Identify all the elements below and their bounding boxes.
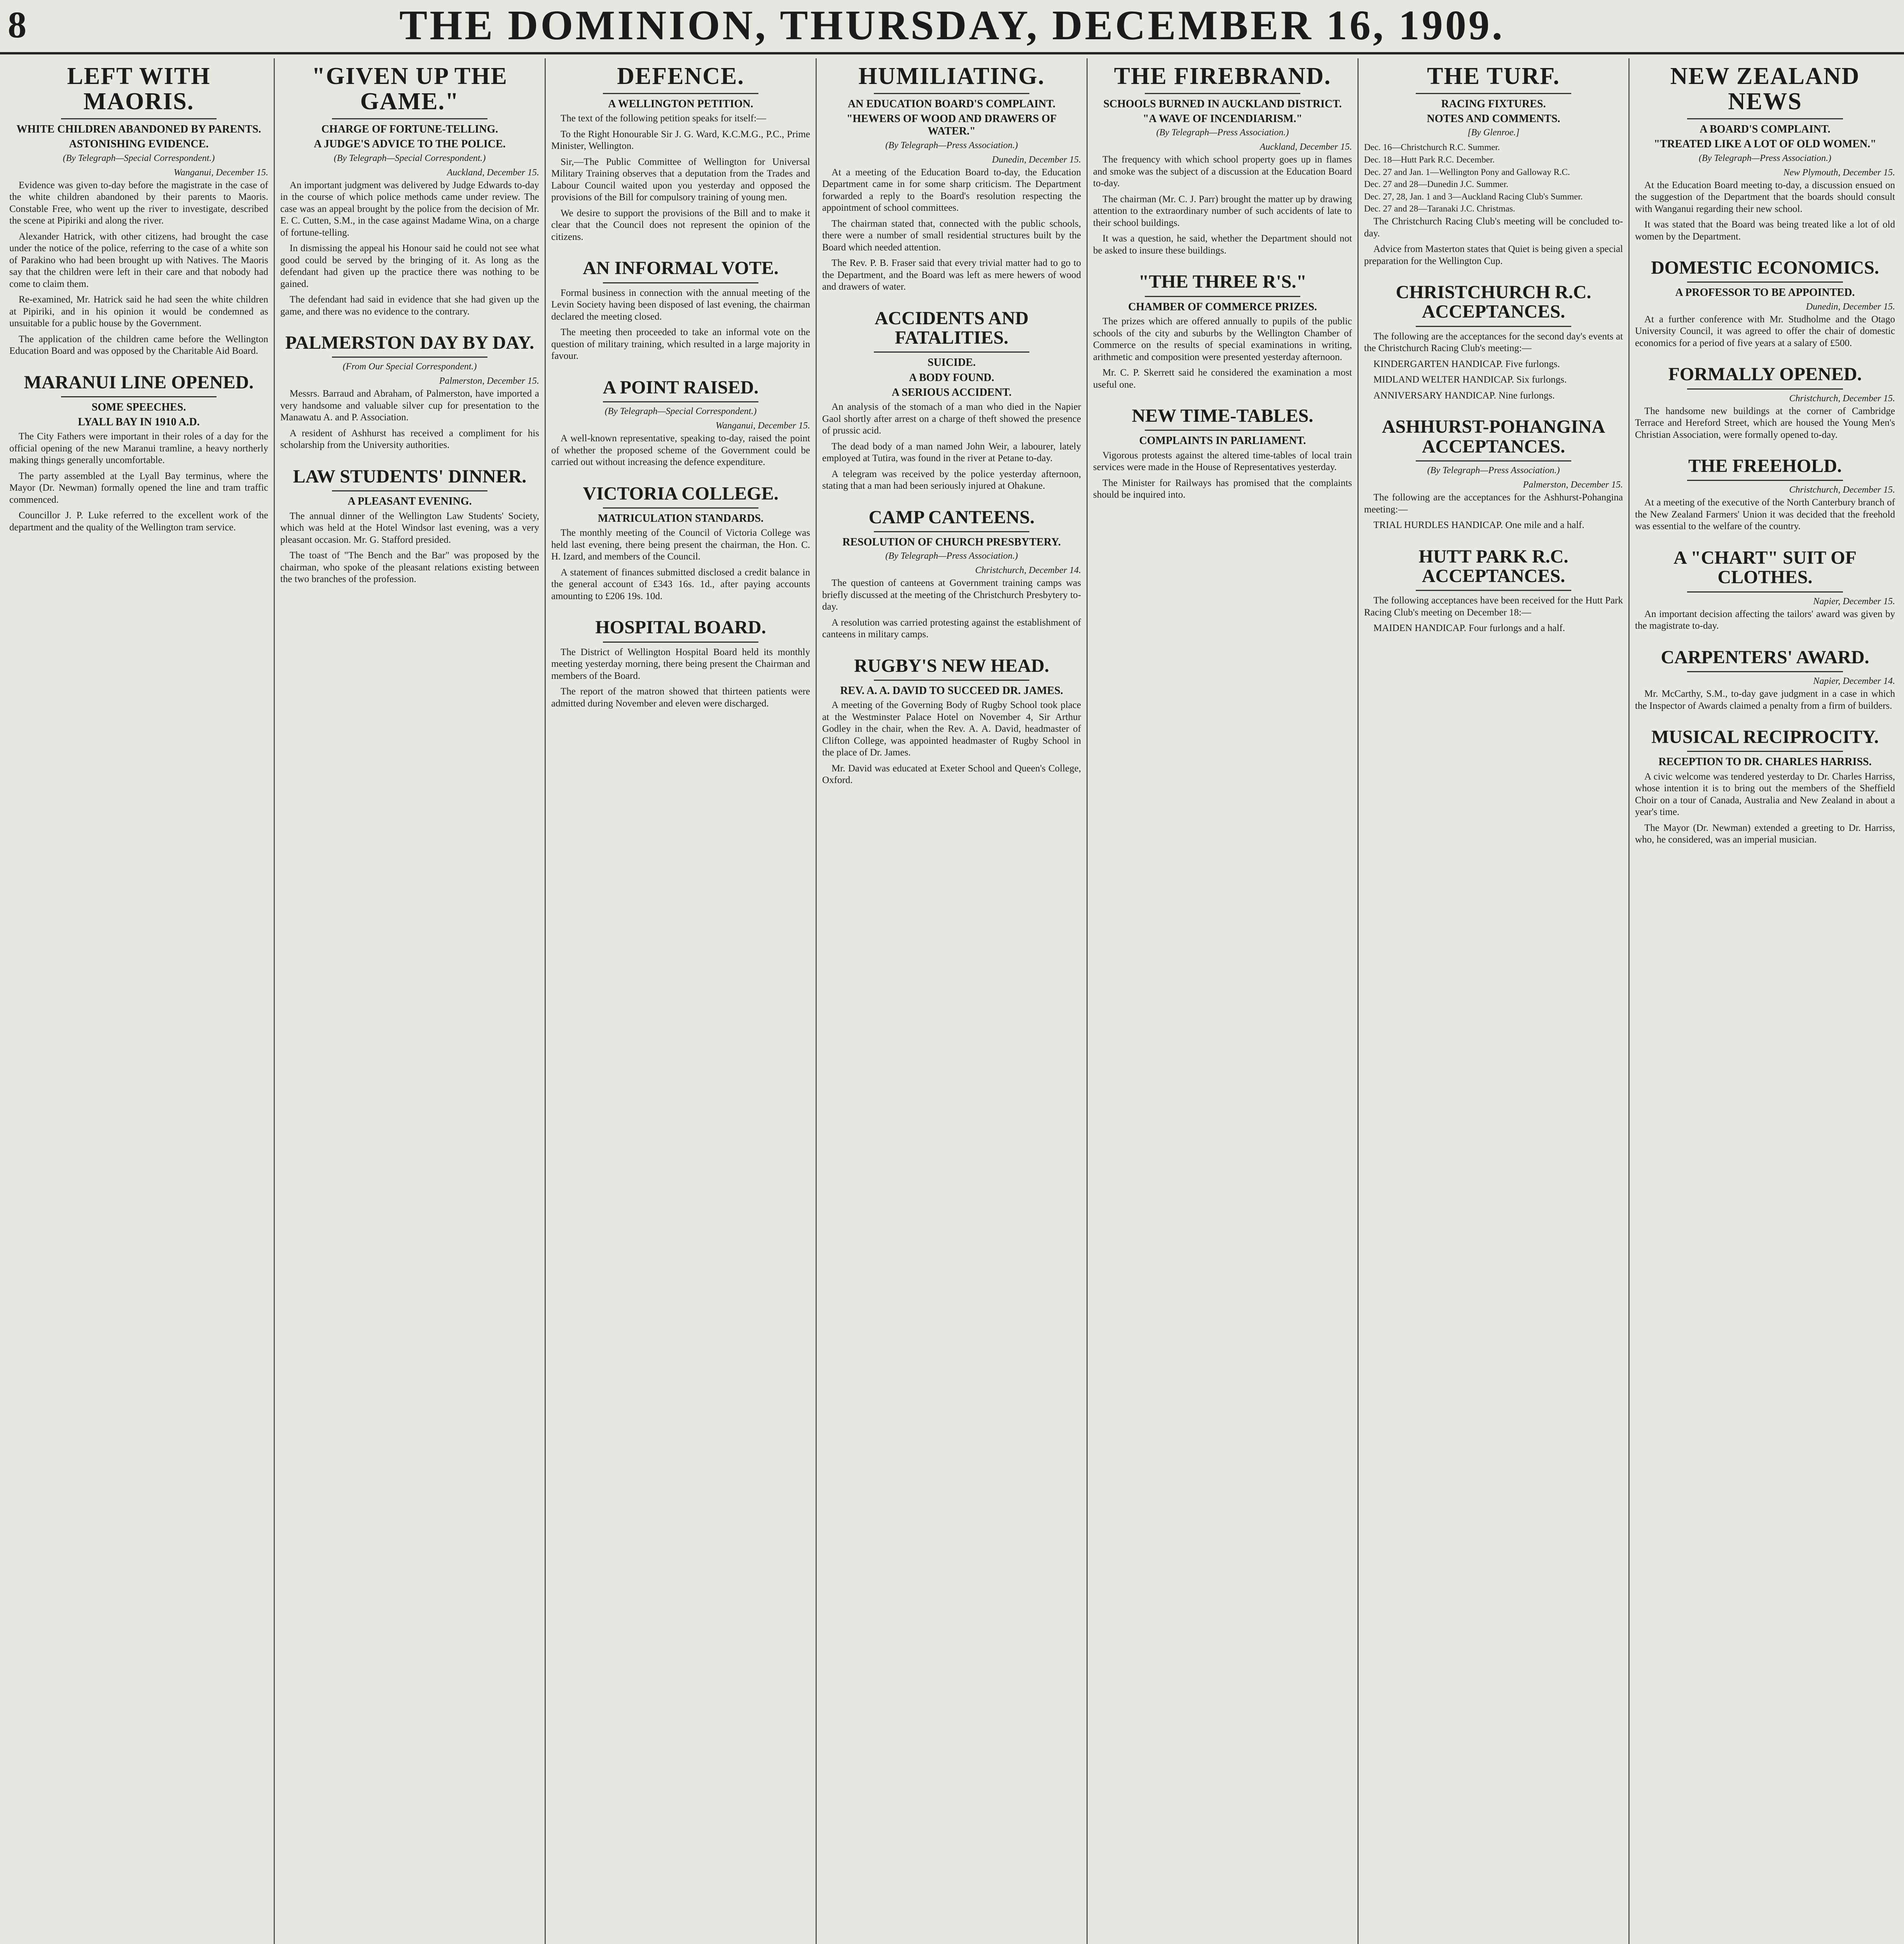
article [1093,406,1352,501]
divider [603,93,758,94]
dateline: Christchurch, December 15. [1789,393,1895,404]
article [551,378,810,469]
article [822,309,1081,492]
source-credit: (By Telegraph—Special Correspondent.) [63,153,215,163]
dateline: Auckland, December 15. [447,167,539,178]
article [1635,64,1895,243]
article-body [822,401,1081,492]
subhead: A WELLINGTON PETITION. [608,98,753,110]
subhead: NOTES AND COMMENTS. [1427,113,1560,125]
article-body [1635,314,1895,350]
subhead: CHARGE OF FORTUNE-TELLING. [321,123,498,136]
headline: CAMP CANTEENS. [868,507,1035,528]
fixture-line: Dec. 16—Christchurch R.C. Summer. [1364,142,1500,152]
article [1635,258,1895,349]
paragraph: The monthly meeting of the Council of Victoria College was held last evening, there being present the chairman, the Hon. C. H. Izard, and members of the Council. [551,528,810,562]
subhead: ASTONISHING EVIDENCE. [69,138,209,150]
divider [874,351,1029,353]
headline: A "CHART" SUIT OF CLOTHES. [1673,547,1857,588]
headline: MUSICAL RECIPROCITY. [1651,727,1879,748]
columns-container [4,58,1900,1944]
subhead: A PROFESSOR TO BE APPOINTED. [1675,287,1855,299]
article-body [280,180,539,318]
paragraph: Councillor J. P. Luke referred to the excellent work of the department and the quality of the Wellington tram service. [9,510,268,533]
article [1093,64,1352,257]
divider [603,282,758,283]
article-body [551,527,810,602]
fixture-line: Dec. 27 and 28—Taranaki J.C. Christmas. [1364,204,1515,214]
source-credit: [By Glenroe.] [1467,128,1520,138]
paragraph: The Mayor (Dr. Newman) extended a greeting to Dr. Harriss, who, he considered, was an imperial musician. [1635,822,1895,845]
divider [332,490,487,491]
headline: THE TURF. [1427,63,1560,89]
paragraph: A resolution was carried protesting against the establishment of canteens in military camps. [822,617,1081,640]
divider [61,396,217,397]
paragraph: A statement of finances submitted disclosed a credit balance in the general account of £343 16s. 1d., after paying accounts amounting to £206 19s. 10d. [551,567,810,601]
column-5 [1088,58,1359,1944]
paragraph: Formal business in connection with the annual meeting of the Levin Society having been disposed of last evening, the chairman declared the meeting closed. [551,287,810,322]
paragraph: Mr. C. P. Skerrett said he considered the examination a most useful one. [1093,367,1352,390]
article [280,467,539,586]
subhead: RECEPTION TO DR. CHARLES HARRISS. [1658,756,1872,768]
subhead: A PLEASANT EVENING. [348,495,472,508]
column-1 [4,58,275,1944]
dateline: Christchurch, December 14. [975,565,1081,576]
source-credit: (By Telegraph—Special Correspondent.) [334,153,486,163]
paragraph: Advice from Masterton states that Quiet is being given a special preparation for the Wellington Cup. [1364,244,1623,266]
paragraph: The application of the children came before the Wellington Education Board and was opposed by the Charitable Aid Board. [9,334,268,357]
dateline: Palmerston, December 15. [1523,480,1623,490]
fixture-line: Dec. 27 and 28—Dunedin J.C. Summer. [1364,179,1509,189]
article-body [1093,154,1352,257]
article [280,64,539,318]
column-2 [275,58,546,1944]
article-body [1635,497,1895,533]
article [1635,548,1895,632]
article [1093,272,1352,391]
divider [1416,460,1571,462]
paragraph: The meeting then proceeded to take an informal vote on the question of military training, which resulted in a large majority in favour. [551,327,810,362]
subhead: A SERIOUS ACCIDENT. [891,386,1012,399]
paragraph: It was a question, he said, whether the Department should not be asked to insure these buildings. [1093,233,1352,256]
dateline: Wanganui, December 15. [173,167,268,178]
divider [1416,590,1571,591]
paragraph: A civic welcome was tendered yesterday to Dr. Charles Harriss, whose intention it is to bring out the members of the Sheffield Choir on a tour of Canada, Australia and New Zealand in about a year's time. [1635,771,1895,818]
headline: THE FIREBRAND. [1114,63,1331,89]
paragraph: A telegram was received by the police yesterday afternoon, stating that a man had been seriously injured at Ohakune. [822,469,1081,491]
paragraph: The dead body of a man named John Weir, a labourer, lately employed at Tutira, was found in the river at Petane to-day. [822,441,1081,463]
divider [1145,93,1300,94]
paragraph: Sir,—The Public Committee of Wellington for Universal Military Training observes that a deputation from the Trades and Labour Council waited upon you yesterday and opposed the provisions of the Bill for compulsory training of young men. [551,156,810,203]
article [551,64,810,243]
paragraph: A resident of Ashhurst has received a compliment for his scholarship from the University authorities. [280,428,539,451]
paragraph: An important judgment was delivered by Judge Edwards to-day in the course of which police methods came under review. The case was an appeal brought by the police from the decision of Mr. E. C. Cutten, S.M., in the case against Madame Wina, on a charge of fortune-telling. [280,180,539,238]
column-3 [546,58,817,1944]
source-credit: (By Telegraph—Press Association.) [885,140,1018,150]
subhead: A BOARD'S COMPLAINT. [1700,123,1831,136]
paragraph: The handsome new buildings at the corner of Cambridge Terrace and Hereford Street, which are housed the Young Men's Christian Association, were formally opened to-day. [1635,406,1895,440]
headline: THE FREEHOLD. [1688,456,1842,477]
paragraph: The frequency with which school property goes up in flames and smoke was the subject of a discussion at the Education Board to-day. [1093,154,1352,189]
article-body [9,431,268,533]
dateline: Auckland, December 15. [1259,142,1352,152]
subhead: A JUDGE'S ADVICE TO THE POLICE. [314,138,506,150]
headline: FORMALLY OPENED. [1668,364,1862,385]
subhead: "HEWERS OF WOOD AND DRAWERS OF WATER." [846,113,1057,138]
divider [874,93,1029,94]
article [551,259,810,362]
dateline: Palmerston, December 15. [439,376,539,386]
divider [603,401,758,402]
divider [874,531,1029,532]
article [1635,648,1895,712]
dateline: Dunedin, December 15. [992,154,1081,165]
divider [332,118,487,119]
article-body [1364,595,1623,635]
page-header [0,0,1904,54]
divider [603,507,758,509]
source-credit: (From Our Special Correspondent.) [342,362,477,372]
paragraph: MAIDEN HANDICAP. Four furlongs and a half. [1373,623,1565,634]
divider [874,680,1029,681]
paragraph: Evidence was given to-day before the magistrate in the case of the white children abandoned by their parents to Maoris. Constable Free, who went up the river to investigate, described the scene at Pipiriki and along the river. [9,180,268,226]
article [1635,727,1895,846]
divider [1687,751,1843,752]
paragraph: At a meeting of the executive of the North Canterbury branch of the New Zealand Farmers' Union it was decided that the freehold was essential to the welfare of the country. [1635,497,1895,532]
paragraph: Alexander Hatrick, with other citizens, had brought the case under the notice of the police, referring to the case of a white son of Parakino who had been brought up with Natives. The Maoris say that the children were left in their care and that nobody had come to claim them. [9,231,268,289]
paragraph: At a meeting of the Education Board to-day, the Education Department came in for some sharp criticism. The Department forwarded a reply to the Board's resolution respecting the appointment of school committees. [822,167,1081,213]
divider [1145,430,1300,431]
article-body [1093,316,1352,391]
divider [1687,671,1843,672]
paragraph: It was stated that the Board was being treated like a lot of old women by the Department. [1635,219,1895,242]
paragraph: At a further conference with Mr. Studholme and the Otago University Council, it was agreed to offer the chair of domestic economics for a period of five years at a salary of £500. [1635,314,1895,348]
divider [1145,296,1300,297]
paragraph: We desire to support the provisions of the Bill and to make it clear that the Council does not represent the opinion of the citizens. [551,208,810,242]
divider [603,642,758,643]
masthead: THE DOMINION, THURSDAY, DECEMBER 16, 1909. [399,2,1505,49]
subhead: CHAMBER OF COMMERCE PRIZES. [1128,301,1317,313]
paragraph: The report of the matron showed that thirteen patients were admitted during November and eleven were discharged. [551,686,810,709]
paragraph: The following acceptances have been received for the Hutt Park Racing Club's meeting on December 18:— [1364,595,1623,618]
dateline: Christchurch, December 15. [1789,485,1895,495]
divider [1687,480,1843,481]
subhead: RESOLUTION OF CHURCH PRESBYTERY. [842,536,1061,548]
fixture-line: Dec. 27 and Jan. 1—Wellington Pony and Galloway R.C. [1364,167,1570,177]
article-body [551,113,810,243]
article-body [1635,406,1895,441]
article [9,373,268,534]
column-4 [817,58,1088,1944]
divider [1416,93,1571,94]
headline: "GIVEN UP THE GAME." [312,63,508,115]
article-body [822,167,1081,293]
headline: ASHHURST-POHANGINA ACCEPTANCES. [1382,416,1605,457]
headline: DEFENCE. [617,63,744,89]
article [822,656,1081,787]
divider [1687,591,1843,593]
paragraph: The District of Wellington Hospital Board held its monthly meeting yesterday morning, there being present the Chairman and members of the Board. [551,647,810,681]
paragraph: The defendant had said in evidence that she had given up the game, and there was no evidence to the contrary. [280,294,539,317]
paragraph: A meeting of the Governing Body of Rugby School took place at the Westminster Palace Hotel on November 4, Sir Arthur Godley in the chair, when the Rev. A. A. David, headmaster of Clifton College, was appointed headmaster of Rugby School in the place of Dr. James. [822,700,1081,758]
paragraph: MIDLAND WELTER HANDICAP. Six furlongs. [1373,374,1567,385]
article-body [822,699,1081,787]
headline: LAW STUDENTS' DINNER. [293,466,527,487]
paragraph: KINDERGARTEN HANDICAP. Five furlongs. [1373,358,1560,369]
article [551,484,810,603]
dateline: Napier, December 14. [1813,676,1895,687]
subhead: "A WAVE OF INCENDIARISM." [1142,113,1303,125]
headline: LEFT WITH MAORIS. [67,63,211,115]
article-body [551,433,810,469]
source-credit: (By Telegraph—Press Association.) [1427,465,1560,476]
paragraph: The party assembled at the Lyall Bay terminus, where the Mayor (Dr. Newman) formally opened the line and tram traffic commenced. [9,470,268,505]
paragraph: Mr. McCarthy, S.M., to-day gave judgment in a case in which the Inspector of Awards claimed a penalty from a firm of builders. [1635,689,1895,711]
paragraph: The prizes which are offered annually to pupils of the public schools of the city and suburbs by the Wellington Chamber of Commerce on the results of special examinations in writing, arithmetic and composition were presented yesterday afternoon. [1093,316,1352,362]
paragraph: The Rev. P. B. Fraser said that every trivial matter had to go to the Department, and the Board was left as mere hewers of wood and drawers of water. [822,258,1081,292]
article [822,508,1081,641]
page-number: 8 [8,4,26,45]
subhead: AN EDUCATION BOARD'S COMPLAINT. [847,98,1056,110]
article-body [280,510,539,586]
source-credit: (By Telegraph—Press Association.) [1156,128,1289,138]
source-credit: (By Telegraph—Special Correspondent.) [604,406,757,417]
divider [1687,388,1843,390]
article-body [551,287,810,362]
paragraph: The chairman stated that, connected with the public schools, there were a number of small residential structures built by the Board which needed attention. [822,218,1081,253]
subhead: RACING FIXTURES. [1441,98,1546,110]
paragraph: The text of the following petition speaks for itself:— [561,113,767,124]
article-body [551,647,810,710]
subhead: COMPLAINTS IN PARLIAMENT. [1139,435,1306,447]
paragraph: The Christchurch Racing Club's meeting will be concluded to-day. [1364,216,1623,239]
divider [332,357,487,358]
article-body [1635,180,1895,243]
article [1364,283,1623,402]
headline: MARANUI LINE OPENED. [24,372,254,393]
article-body [1364,331,1623,402]
article [1364,547,1623,635]
paragraph: ANNIVERSARY HANDICAP. Nine furlongs. [1373,390,1555,401]
article [1635,365,1895,441]
headline: RUGBY'S NEW HEAD. [854,655,1049,676]
headline: "THE THREE R'S." [1138,271,1307,292]
dateline: Napier, December 15. [1813,596,1895,607]
subhead: REV. A. A. DAVID TO SUCCEED DR. JAMES. [840,684,1063,697]
paragraph: The toast of "The Bench and the Bar" was proposed by the chairman, who spoke of the pleasant relations existing between the two branches of the profession. [280,550,539,585]
headline: NEW TIME-TABLES. [1132,406,1314,427]
paragraph: Vigorous protests against the altered time-tables of local train services were made in the House of Representatives yesterday. [1093,450,1352,473]
paragraph: A well-known representative, speaking to-day, raised the point of whether the proposed scheme of the Government could be carried out without increasing the defence expenditure. [551,433,810,468]
column-6 [1359,58,1630,1944]
headline: DOMESTIC ECONOMICS. [1651,257,1879,278]
dateline: New Plymouth, December 15. [1783,167,1895,178]
divider [1416,326,1571,327]
subhead: SCHOOLS BURNED IN AUCKLAND DISTRICT. [1103,98,1342,110]
divider [1687,281,1843,283]
article [280,333,539,451]
paragraph: The following are the acceptances for the Ashhurst-Pohangina meeting:— [1364,492,1623,515]
article-body [280,388,539,451]
headline: HUTT PARK R.C. ACCEPTANCES. [1418,546,1569,586]
subhead: LYALL BAY IN 1910 A.D. [78,416,200,428]
headline: ACCIDENTS AND FATALITIES. [874,308,1029,348]
article-body [1635,688,1895,712]
paragraph: The question of canteens at Government training camps was briefly discussed at the meeting of the Christchurch Presbytery to-day. [822,578,1081,612]
paragraph: An analysis of the stomach of a man who died in the Napier Gaol shortly after arrest on a charge of theft showed the presence of prussic acid. [822,402,1081,436]
source-credit: (By Telegraph—Press Association.) [1698,153,1832,163]
dateline: Dunedin, December 15. [1806,301,1895,312]
divider [1687,118,1843,119]
headline: NEW ZEALAND NEWS [1670,63,1860,115]
article-body [1093,450,1352,501]
paragraph: The chairman (Mr. C. J. Parr) brought the matter up by drawing attention to the extraordinary number of such accidents of late to their school buildings. [1093,194,1352,228]
paragraph: An important decision affecting the tailors' award was given by the magistrate to-day. [1635,608,1895,631]
paragraph: The annual dinner of the Wellington Law Students' Society, which was held at the Hotel Windsor last evening, was a very pleasant occasion. Mr. G. Stafford presided. [280,510,539,545]
paragraph: The following are the acceptances for the second day's events at the Christchurch Racing Club's meeting:— [1364,331,1623,354]
column-7 [1630,58,1901,1944]
headline: CARPENTERS' AWARD. [1661,647,1869,668]
article-body [1364,492,1623,531]
subhead: "TREATED LIKE A LOT OF OLD WOMEN." [1654,138,1876,150]
article-body [1635,771,1895,846]
paragraph: The City Fathers were important in their roles of a day for the official opening of the new Maranui tramline, a heavy northerly making things generally uncomfortable. [9,431,268,466]
subhead: MATRICULATION STANDARDS. [597,512,764,524]
headline: CHRISTCHURCH R.C. ACCEPTANCES. [1396,282,1591,322]
fixture-line: Dec. 18—Hutt Park R.C. December. [1364,155,1495,165]
article [822,64,1081,293]
fixture-line: Dec. 27, 28, Jan. 1 and 3—Auckland Racing Club's Summer. [1364,191,1583,201]
article [1364,417,1623,531]
headline: HUMILIATING. [858,63,1045,89]
article [1364,64,1623,267]
article-body [822,577,1081,641]
paragraph: In dismissing the appeal his Honour said he could not see what good could be served by the bringing of it. As long as the defendant had given up the practice there was nothing to be gained. [280,243,539,289]
source-credit: (By Telegraph—Press Association.) [885,551,1018,561]
paragraph: The Minister for Railways has promised that the complaints should be inquired into. [1093,477,1352,500]
dateline: Wanganui, December 15. [715,421,810,431]
article-body [1635,608,1895,632]
headline: PALMERSTON DAY BY DAY. [285,332,535,353]
headline: HOSPITAL BOARD. [595,617,766,638]
subhead: WHITE CHILDREN ABANDONED BY PARENTS. [16,123,261,136]
subhead: A BODY FOUND. [909,371,994,384]
article [1635,456,1895,533]
article [551,618,810,710]
headline: A POINT RAISED. [603,377,759,398]
divider [61,118,217,119]
headline: VICTORIA COLLEGE. [583,483,779,504]
article-body [1364,216,1623,267]
subhead: SUICIDE. [928,357,976,369]
paragraph: Messrs. Barraud and Abraham, of Palmerston, have imported a very handsome and valuable silver cup for presentation to the Manawatu A. and P. Association. [280,388,539,423]
paragraph: Re-examined, Mr. Hatrick said he had seen the white children at Pipiriki, and in his opinion it would be condemned as unsuitable for a public house by the Government. [9,294,268,329]
subhead: SOME SPEECHES. [91,401,186,413]
paragraph: To the Right Honourable Sir J. G. Ward, K.C.M.G., P.C., Prime Minister, Wellington. [551,129,810,152]
article-body [9,180,268,357]
article [9,64,268,357]
paragraph: At the Education Board meeting to-day, a discussion ensued on the suggestion of the Department that the boards should consult with Wanganui regarding their new school. [1635,180,1895,214]
paragraph: TRIAL HURDLES HANDICAP. One mile and a half. [1373,520,1584,531]
headline: AN INFORMAL VOTE. [583,258,779,279]
paragraph: Mr. David was educated at Exeter School and Queen's College, Oxford. [822,763,1081,786]
